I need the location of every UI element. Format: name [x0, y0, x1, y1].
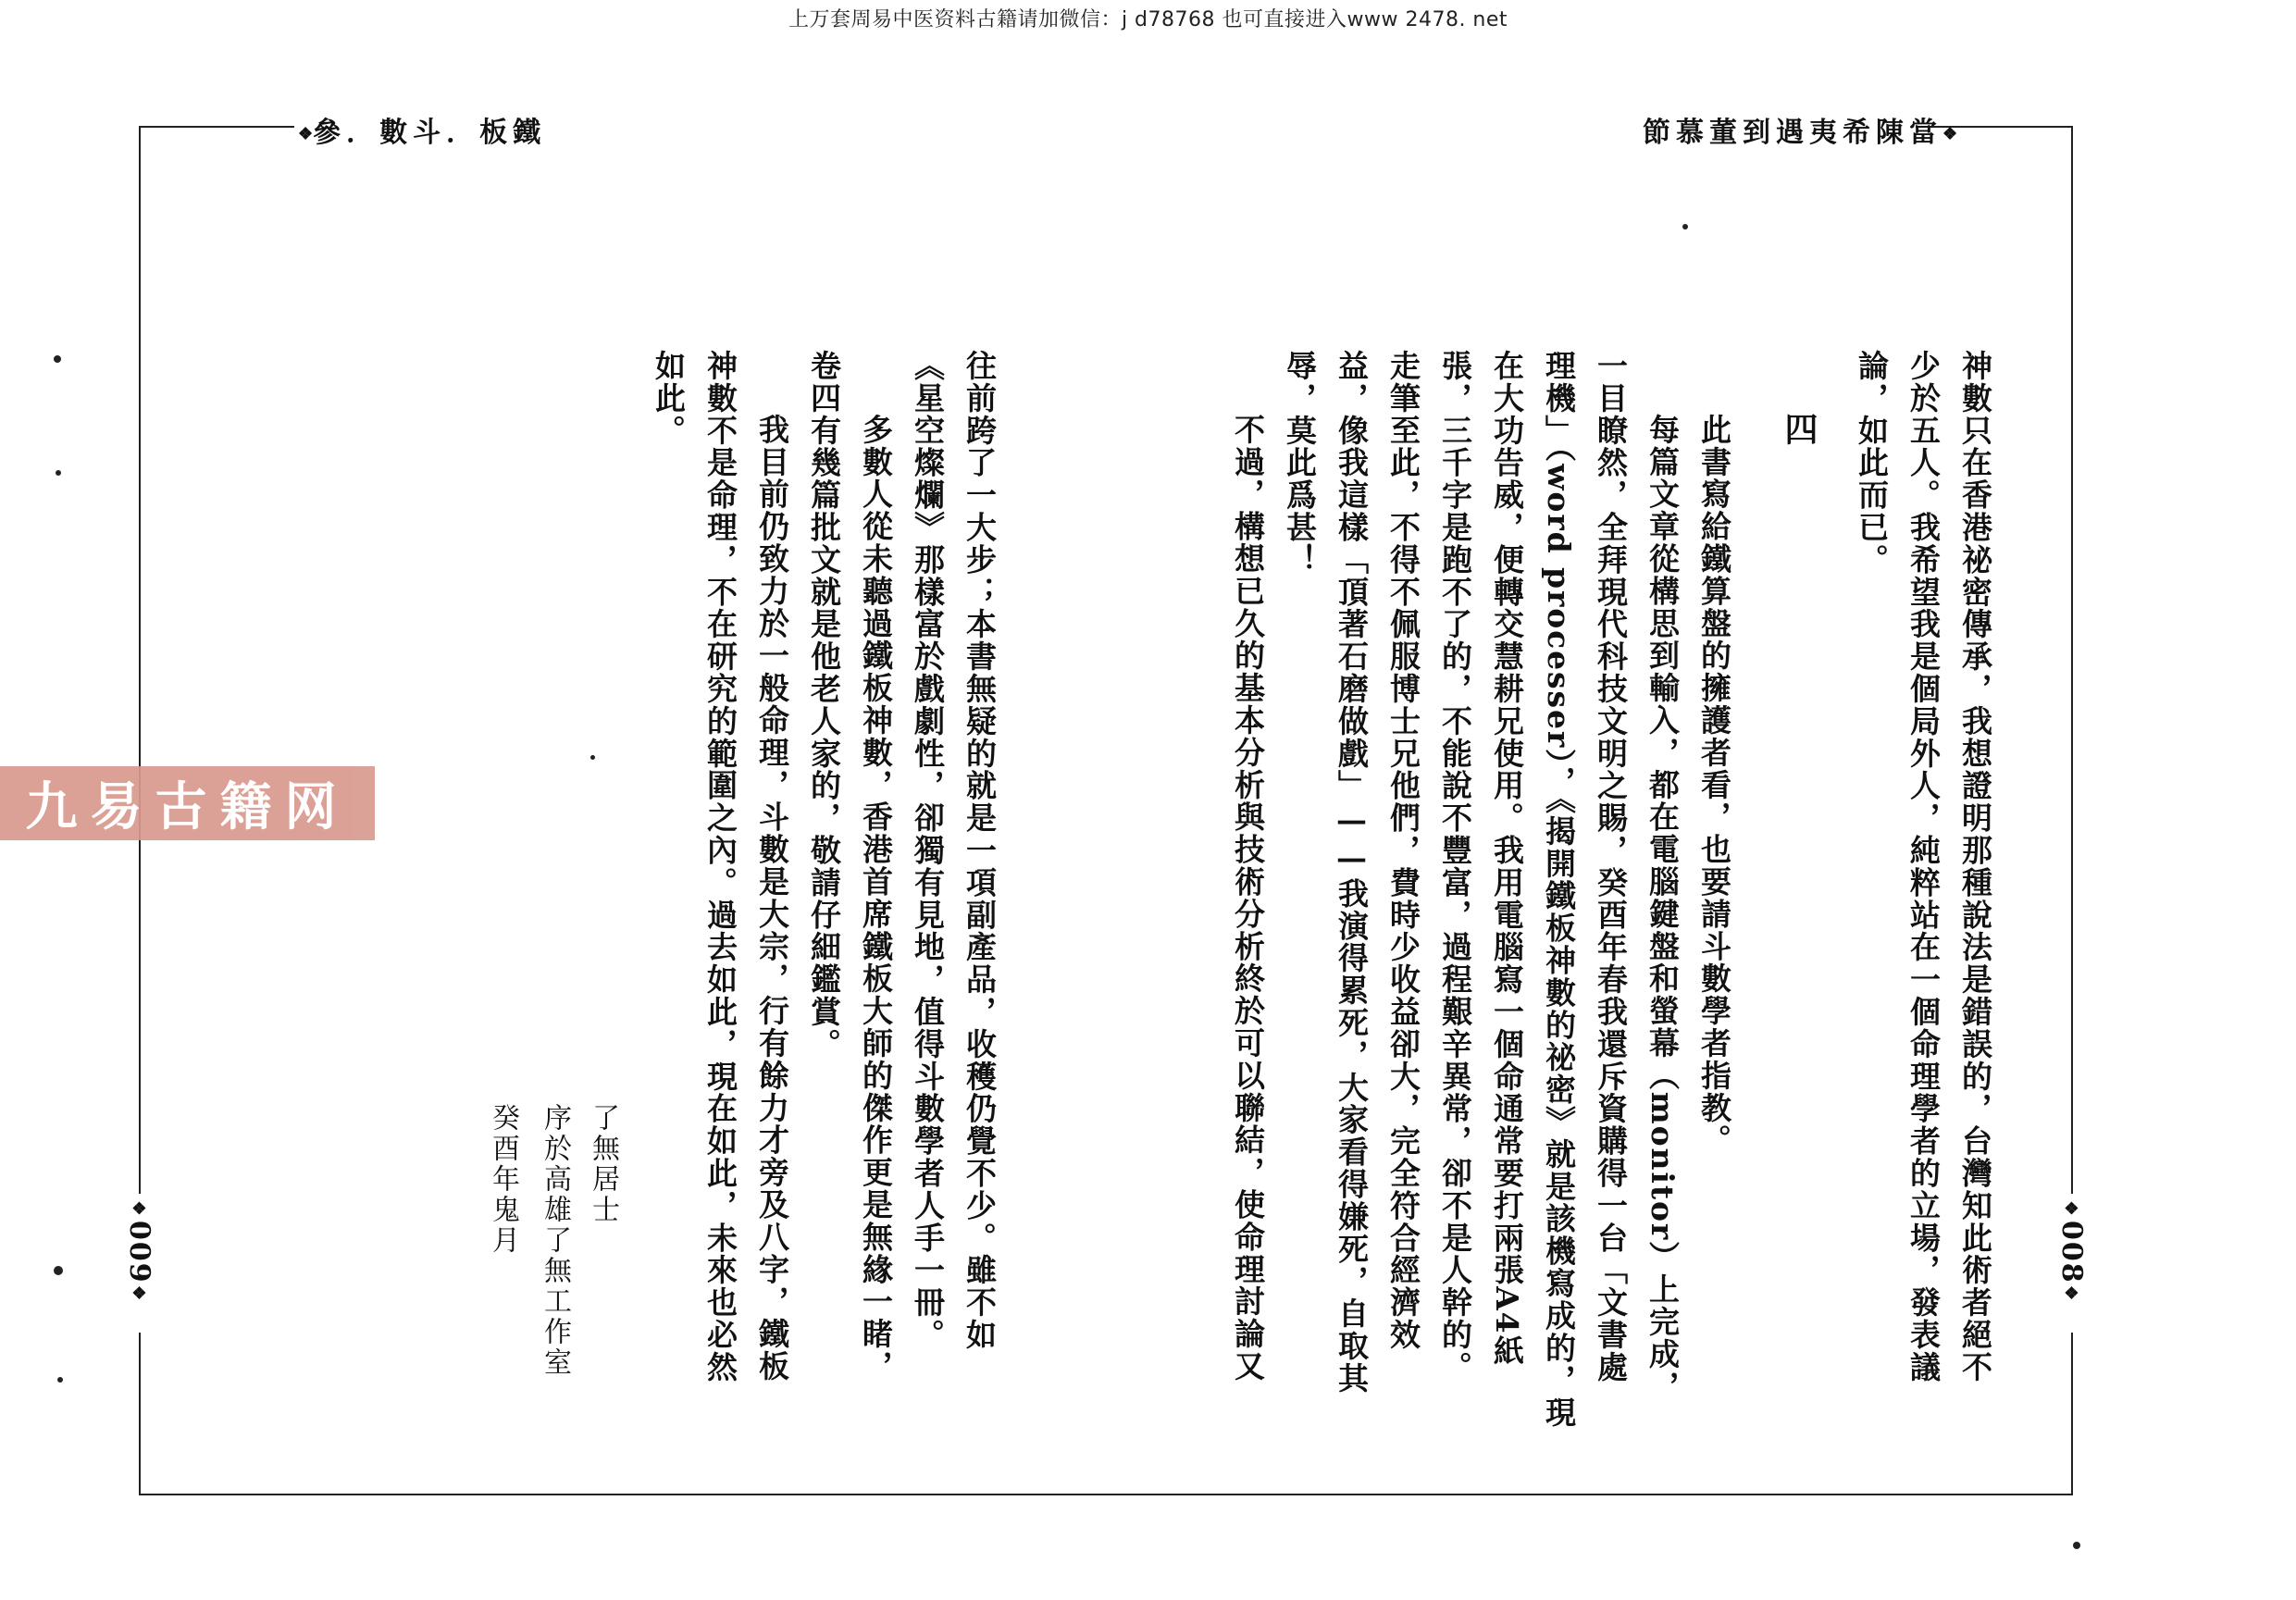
preface-place: 序於高雄了無工作室 [539, 1103, 571, 1378]
frame-top-left [139, 126, 294, 128]
text-column: 論，如此而已。 [1854, 350, 1890, 577]
scan-speck [54, 1266, 63, 1275]
page-number-left-value: 009 [123, 1221, 155, 1284]
text-column: 不過，構想已久的基本分析與技術分析終於可以聯結，使命理討論又 [1230, 381, 1266, 1383]
text-column: 辱，莫此爲甚！ [1282, 350, 1318, 577]
top-watermark-text: 上万套周易中医资料古籍请加微信：j d78768 也可直接进入www 2478. net [788, 8, 1508, 31]
diamond-ornament-icon: ❖ [130, 1199, 149, 1221]
frame-bottom [139, 1494, 2073, 1495]
preface-date: 癸酉年鬼月 [487, 1103, 519, 1256]
text-column: 神數不是命理，不在研究的範圍之內。過去如此，現在如此，未來也必然 [702, 350, 738, 1383]
text-column: 如此。 [651, 350, 687, 447]
text-column: 少於五人。我希望我是個局外人，純粹站在一個命理學者的立場，發表議 [1905, 350, 1942, 1383]
author-signature: 了無居士 [587, 1103, 619, 1225]
text-column: 神數只在香港祕密傳承，我想證明那種說法是錯誤的，台灣知此術者絕不 [1957, 350, 1993, 1383]
text-column: 我目前仍致力於一般命理，斗數是大宗，行有餘力才旁及八字，鐵板 [754, 381, 790, 1383]
header-right-title [1643, 109, 1957, 150]
scan-speck [57, 1377, 63, 1383]
diamond-ornament-icon: ❖ [2062, 1199, 2081, 1221]
site-watermark-logo: 九易古籍网 [0, 766, 375, 840]
text-column: 在大功告威，便轉交慧耕兄使用。我用電腦寫一個命通常要打兩張A4紙 [1489, 350, 1525, 1368]
frame-left-upper [139, 126, 141, 1199]
text-column: 張，三千字是跑不了的，不能說不豐富，過程艱辛異常，卻不是人幹的。 [1437, 350, 1473, 1383]
text-column: 卷四有幾篇批文就是他老人家的，敬請仔細鑑賞。 [806, 350, 842, 1060]
header-left-title [298, 109, 546, 150]
text-column: 多數人從未聽過鐵板神數，香港首席鐵板大師的傑作更是無緣一睹， [858, 381, 894, 1383]
section-heading: 四 [1780, 412, 1818, 447]
diamond-ornament-icon: ❖ [298, 124, 314, 144]
text-column: 益，像我這樣「頂著石磨做戲」——我演得累死，大家看得嫌死，自取其 [1334, 350, 1370, 1395]
diamond-ornament-icon: ❖ [1942, 124, 1958, 144]
scan-speck [2073, 1542, 2080, 1549]
left-running-title: 參．數斗．板鐵 [313, 117, 547, 149]
frame-left-lower [139, 1333, 141, 1495]
right-running-title: 節慕董到遇夷希陳當 [1643, 117, 1942, 149]
page-number-left [125, 1194, 153, 1311]
diamond-ornament-icon: ❖ [130, 1284, 149, 1306]
scan-speck [56, 470, 61, 476]
scan-speck [1682, 224, 1688, 229]
text-column: 此書寫給鐵算盤的擁護者看，也要請斗數學者指教。 [1696, 381, 1732, 1157]
text-column: 往前跨了一大步；本書無疑的就是一項副產品，收穫仍覺不少。雖不如 [962, 350, 998, 1351]
text-column: 理機」（word processer），《揭開鐵板神數的祕密》就是該機寫成的，現 [1541, 350, 1577, 1429]
text-column: 一目瞭然，全拜現代科技文明之賜，癸酉年春我還斥資購得一台「文書處 [1593, 350, 1629, 1383]
text-column: 《星空燦爛》那樣富於戲劇性，卻獨有見地，值得斗數學者人手一冊。 [910, 350, 946, 1351]
text-column: 每篇文章從構思到輸入，都在電腦鍵盤和螢幕（monitor）上完成， [1644, 381, 1681, 1403]
text-column: 走筆至此，不得不佩服博士兄他們，費時少收益卻大，完全符合經濟效 [1385, 350, 1421, 1351]
frame-right-upper [2071, 126, 2073, 1199]
frame-right-lower [2071, 1333, 2073, 1495]
diamond-ornament-icon: ❖ [2062, 1284, 2081, 1306]
scan-speck [590, 755, 595, 760]
scan-speck [54, 355, 61, 363]
page-number-right [2055, 1194, 2088, 1311]
page-number-right-value: 008 [2055, 1221, 2088, 1284]
